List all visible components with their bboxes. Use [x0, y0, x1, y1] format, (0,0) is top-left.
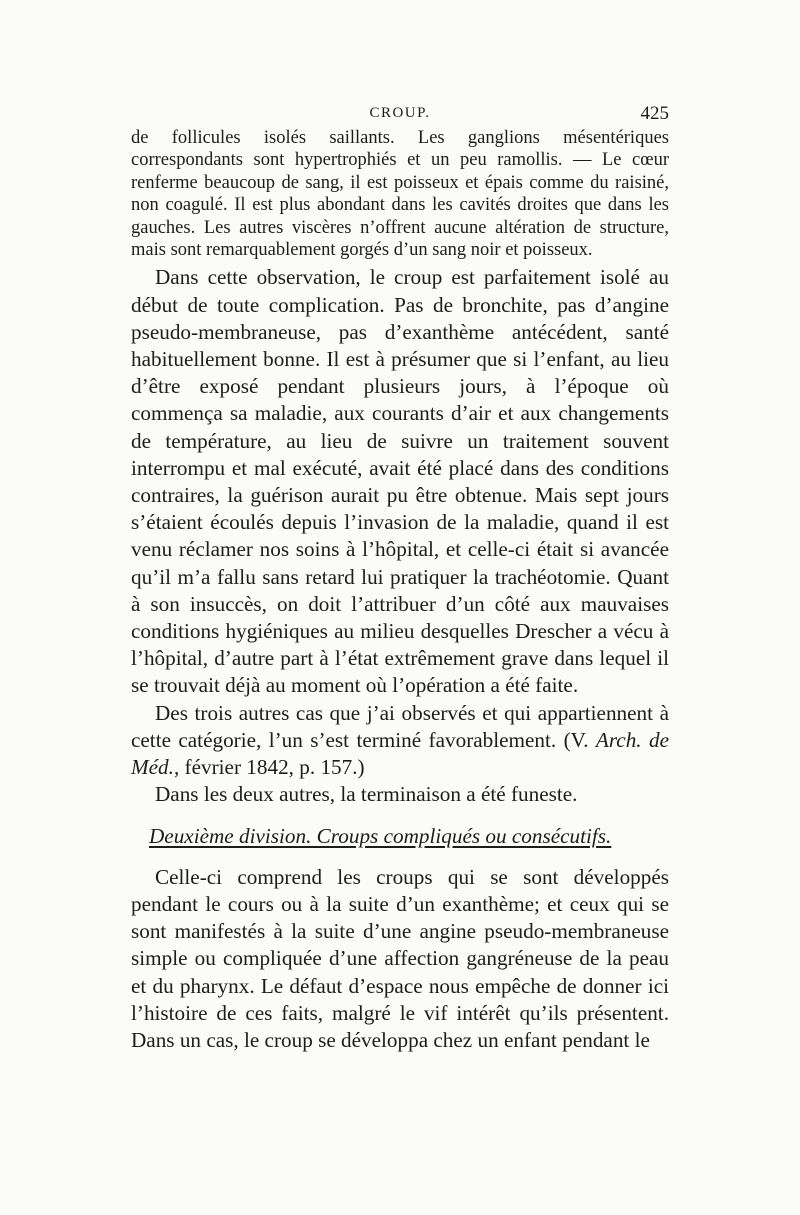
- paragraph-autopsy-continuation: de follicules isolés saillants. Les ganglions mésentériques correspondants sont hypertrophiés et un peu ramollis. — Le cœur renferme beaucoup de sang, il est poisseux et épais comme du raisiné, non coagulé. Il est plus abondant dans les cavités droites que dans les gauches. Les autres viscères n’offrent aucune altération de structure, mais sont remarquablement gorgés d’un sang noir et poisseux.: [131, 128, 669, 261]
- paragraph-other-cases: [131, 700, 669, 782]
- paragraph-second-division: Celle-ci comprend les croups qui se sont développés pendant le cours ou à la suite d’un exanthème; et ceux qui se sont manifestés à la suite d’une angine pseudo-membraneuse simple ou compliquée d’une affection gangréneuse de la peau et du pharynx. Le défaut d’espace nous empêche de donner ici l’histoire de ces faits, malgré le vif intérêt qu’ils présentent. Dans un cas, le croup se développa chez un enfant pendant le: [131, 864, 669, 1052]
- paragraph-fatal-outcome: Dans les deux autres, la terminaison a été funeste.: [155, 782, 578, 807]
- page-body: [131, 127, 669, 1054]
- section-heading: Deuxième division. Croups compliqués ou consécutifs.: [149, 823, 612, 848]
- running-head: CROUP.: [369, 105, 431, 121]
- reference-date: , février 1842, p. 157.): [173, 755, 365, 780]
- page-number: 425: [640, 103, 669, 124]
- page-header: [131, 103, 669, 125]
- journal-reference: Arch. de Méd.: [131, 727, 669, 780]
- paragraph-observation-discussion: Dans cette observation, le croup est parfaitement isolé au début de toute complication. Pas de bronchite, pas d’angine pseudo-membraneuse, pas d’exanthème antécédent, santé habituellement bonne. Il est à présumer que si l’enfant, au lieu d’être exposé pendant plusieurs jours, à l’époque où commença sa maladie, aux courants d’air et aux changements de température, au lieu de suivre un traitement souvent interrompu et mal exécuté, avait été placé dans des conditions contraires, la guérison aurait pu être obtenue. Mais sept jours s’étaient écoulés depuis l’invasion de la maladie, quand il est venu réclamer nos soins à l’hôpital, et celle-ci était si avancée qu’il m’a fallu sans retard lui pratiquer la trachéotomie. Quant à son insuccès, on doit l’attribuer d’un côté aux mauvaises conditions hygiéniques au milieu desquelles Drescher a vécu à l’hôpital, d’autre part à l’état extrêmement grave dans lequel il se trouvait déjà au moment où l’opération a été faite.: [131, 265, 669, 698]
- other-cases-text: Des trois autres cas que j’ai observés et qui appartiennent à cette catégorie, l’un s’est terminé favorablement. (V.: [131, 700, 669, 752]
